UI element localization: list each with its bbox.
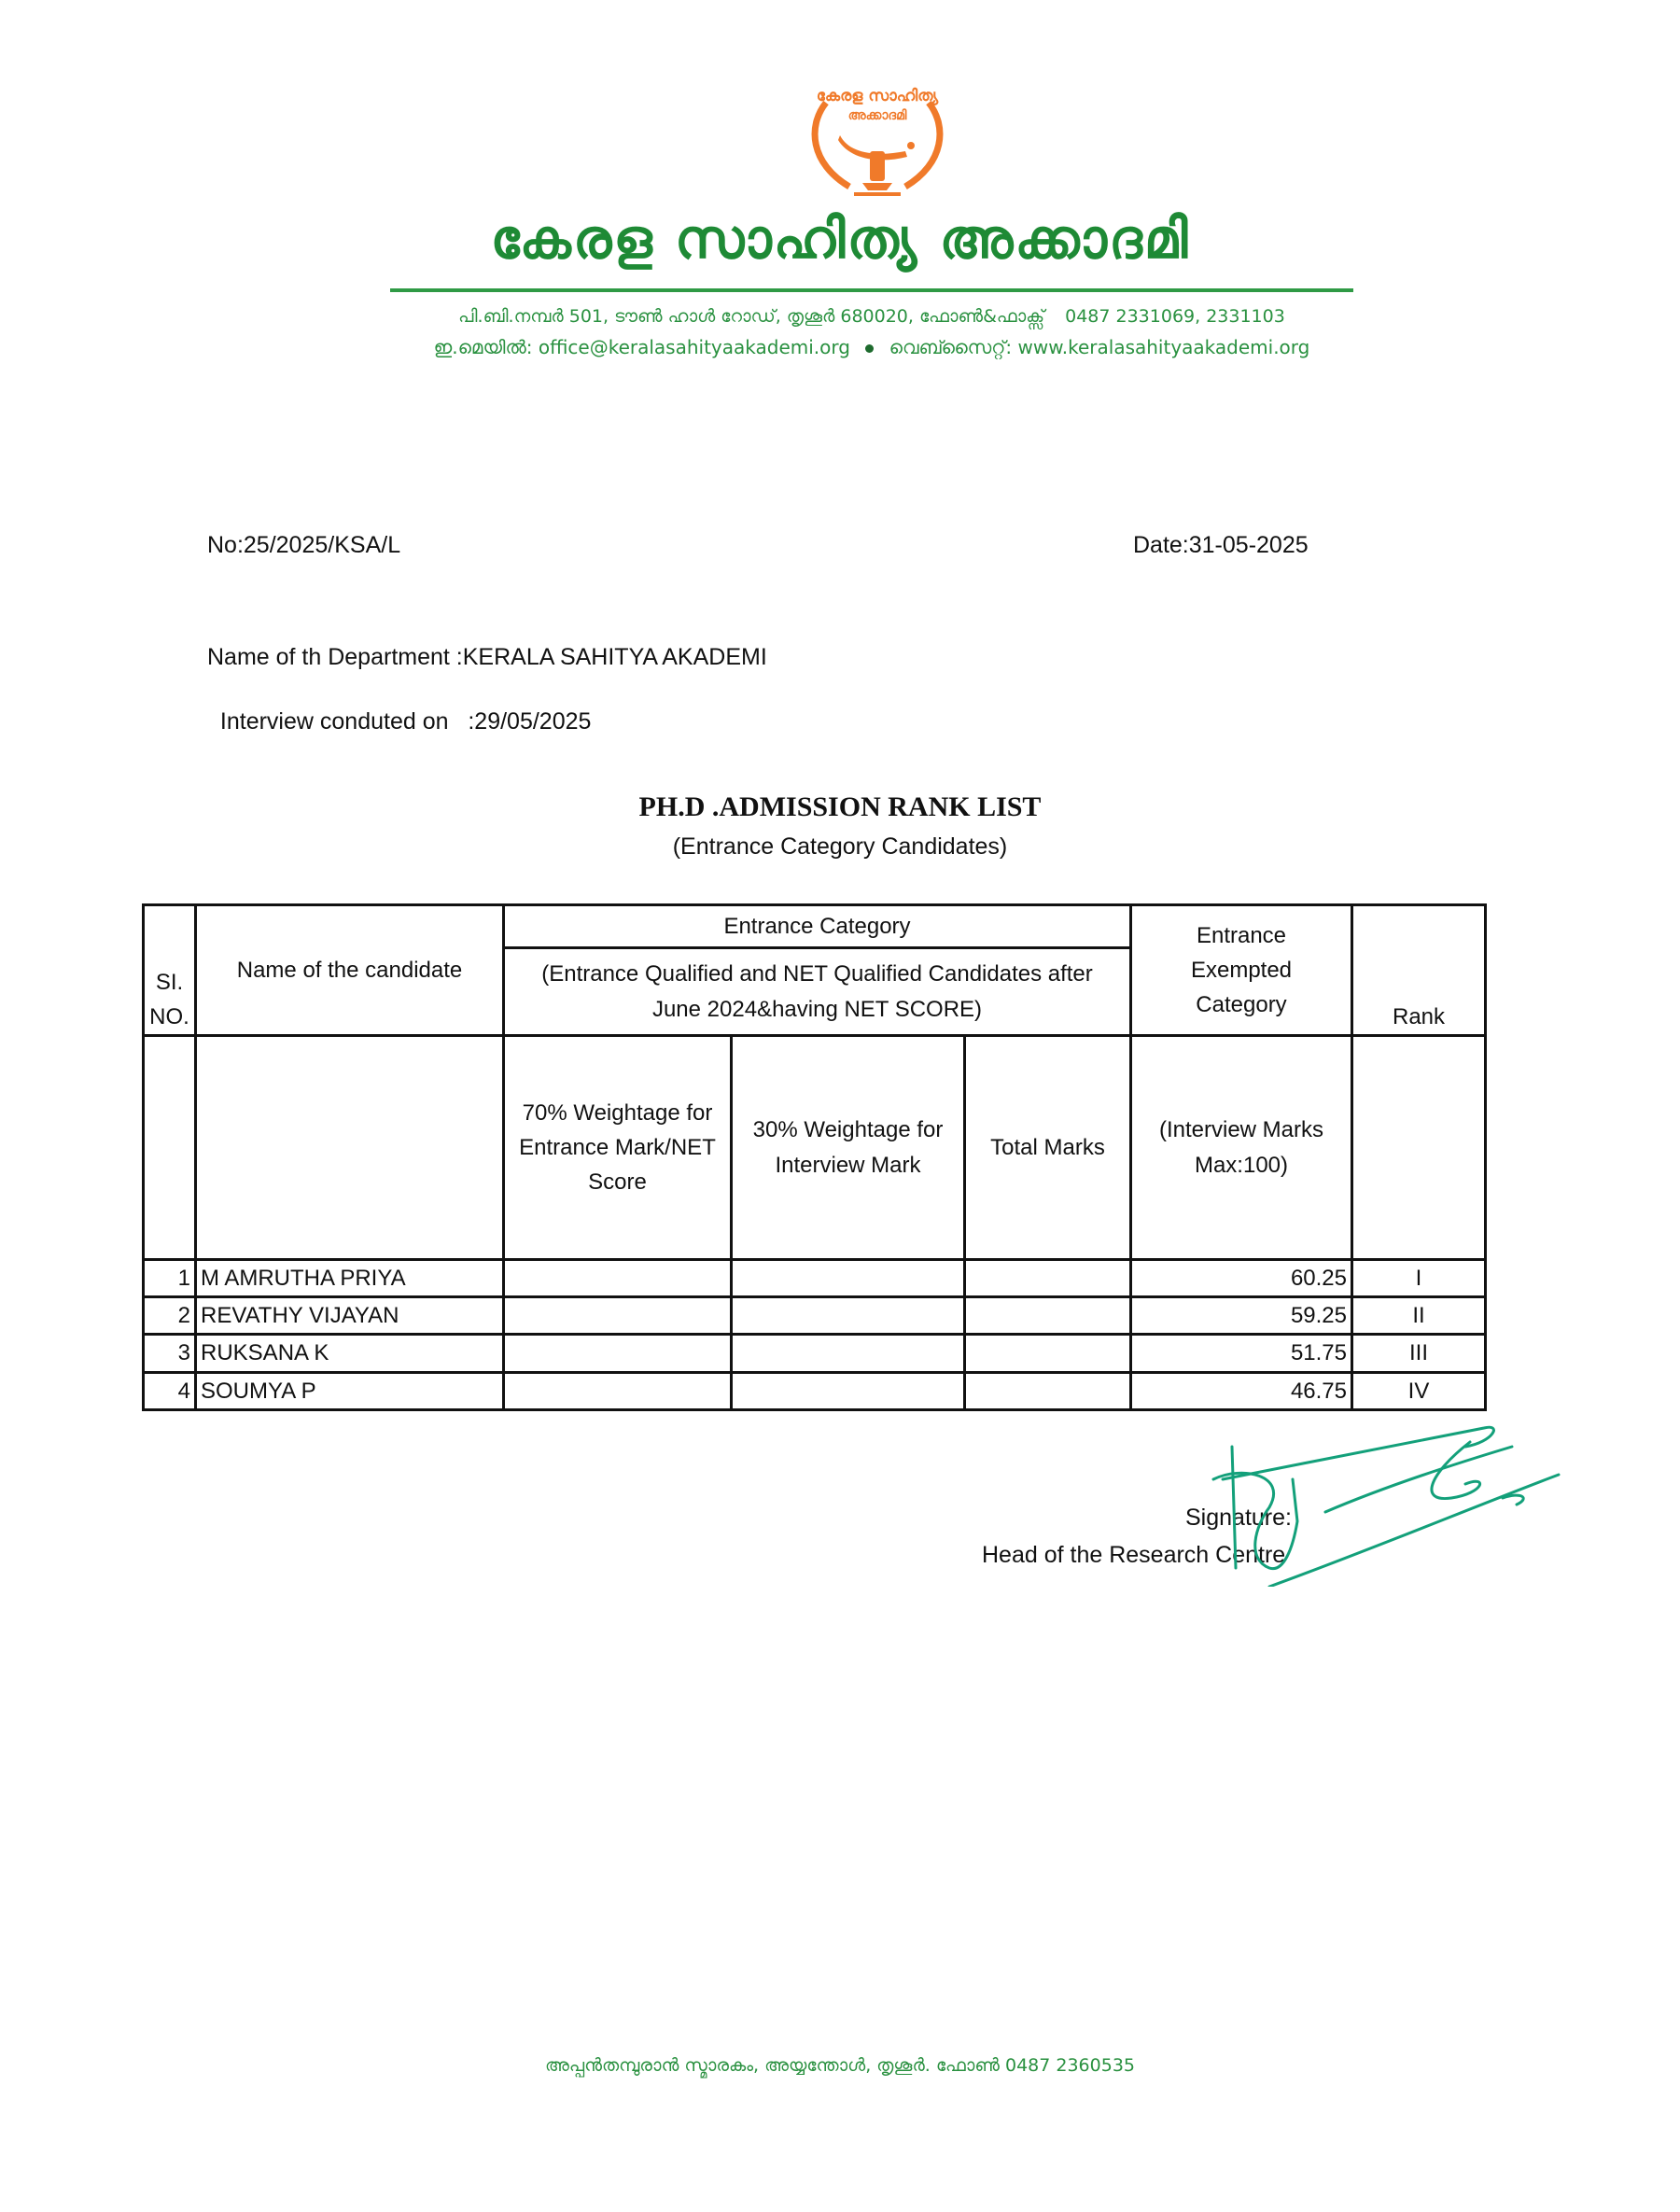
cell-name: SOUMYA P [196,1372,504,1409]
header-row-3 [144,1036,1486,1260]
bullet-icon [865,344,874,353]
signature-icon [1204,1409,1577,1587]
table-row [144,1372,1486,1409]
cell-total [965,1335,1131,1372]
cell-w30 [732,1335,965,1372]
cell-name: RUKSANA K [196,1335,504,1372]
page-title: PH.D .ADMISSION RANK LIST [638,791,1042,822]
cell-w70 [504,1335,732,1372]
cell-rank: III [1352,1335,1486,1372]
postal-address: പി.ബി.നമ്പർ 501, ടൗൺ ഹാൾ റോഡ്, തൃശൂർ 680020, ഫോൺ&ഫാക്സ് [458,306,1045,327]
website-link[interactable]: www.keralasahityaakademi.org [1017,336,1310,358]
header-name: Name of the candidate [196,905,504,1036]
cell-sl: 4 [144,1372,196,1409]
organization-name: കേരള സാഹിത്യ അക്കാദമി [490,207,1190,271]
akademi-logo-icon [784,65,971,205]
cell-total [965,1260,1131,1297]
page-subtitle: (Entrance Category Candidates) [672,833,1008,860]
header-empty-name [196,1036,504,1260]
reference-number: No:25/2025/KSA/L [207,532,401,558]
cell-sl: 3 [144,1335,196,1372]
reference-date: Date:31-05-2025 [1133,532,1309,558]
cell-w30 [732,1297,965,1335]
website-label: വെബ്സൈറ്റ്: [889,336,1013,358]
rank-list-table [142,903,1487,1411]
email-link[interactable]: office@keralasahityaakademi.org [538,336,850,358]
cell-interview-marks: 51.75 [1131,1335,1352,1372]
cell-name: M AMRUTHA PRIYA [196,1260,504,1297]
header-empty-sl [144,1036,196,1260]
logo-text-bottom: അക്കാദമി [847,108,907,123]
contact-line [390,336,1353,358]
cell-w70 [504,1260,732,1297]
signature-label: Signature: [1185,1505,1292,1531]
header-entrance-category: Entrance Category [504,905,1131,948]
cell-w30 [732,1372,965,1409]
header-exempted-category: Entrance Exempted Category [1131,905,1352,1036]
cell-name: REVATHY VIJAYAN [196,1297,504,1335]
interview-value: 29/05/2025 [474,708,592,735]
header-weightage-30: 30% Weightage for Interview Mark [732,1036,965,1260]
header-weightage-70: 70% Weightage for Entrance Mark/NET Score [504,1036,732,1260]
header-empty-rank [1352,1036,1486,1260]
cell-w70 [504,1297,732,1335]
footer-address: അപ്പൻതമ്പുരാൻ സ്മാരകം, അയ്യന്തോൾ, തൃശൂർ. ഫോൺ 0487 2360535 [544,2055,1135,2076]
header-entrance-category-desc: (Entrance Qualified and NET Qualified Candidates after June 2024&having NET SCORE) [504,948,1131,1036]
logo-text-top: കേരള സാഹിത്യ [816,87,939,105]
cell-total [965,1297,1131,1335]
cell-sl: 1 [144,1260,196,1297]
header-rank: Rank [1352,905,1486,1036]
department-line [207,644,767,671]
header-interview-max: (Interview Marks Max:100) [1131,1036,1352,1260]
table-row [144,1335,1486,1372]
cell-rank: I [1352,1260,1486,1297]
header-divider [390,288,1353,292]
cell-interview-marks: 60.25 [1131,1260,1352,1297]
department-value: KERALA SAHITYA AKADEMI [462,644,767,670]
cell-rank: IV [1352,1372,1486,1409]
cell-w70 [504,1372,732,1409]
phone-numbers: 0487 2331069, 2331103 [1065,306,1285,327]
interview-date-line [207,681,591,735]
cell-interview-marks: 46.75 [1131,1372,1352,1409]
address-line [390,306,1353,327]
cell-interview-marks: 59.25 [1131,1297,1352,1335]
table-row [144,1297,1486,1335]
header-total-marks: Total Marks [965,1036,1131,1260]
interview-label: Interview conduted on : [219,708,475,735]
signatory-role: Head of the Research Centre [982,1542,1286,1568]
cell-w30 [732,1260,965,1297]
cell-sl: 2 [144,1297,196,1335]
table-row [144,1260,1486,1297]
header-row-1 [144,905,1486,948]
header-sl-no: SI.NO. [144,905,196,1036]
cell-rank: II [1352,1297,1486,1335]
department-label: Name of th Department : [207,644,463,670]
email-label: ഇ.മെയിൽ: [433,336,533,358]
cell-total [965,1372,1131,1409]
